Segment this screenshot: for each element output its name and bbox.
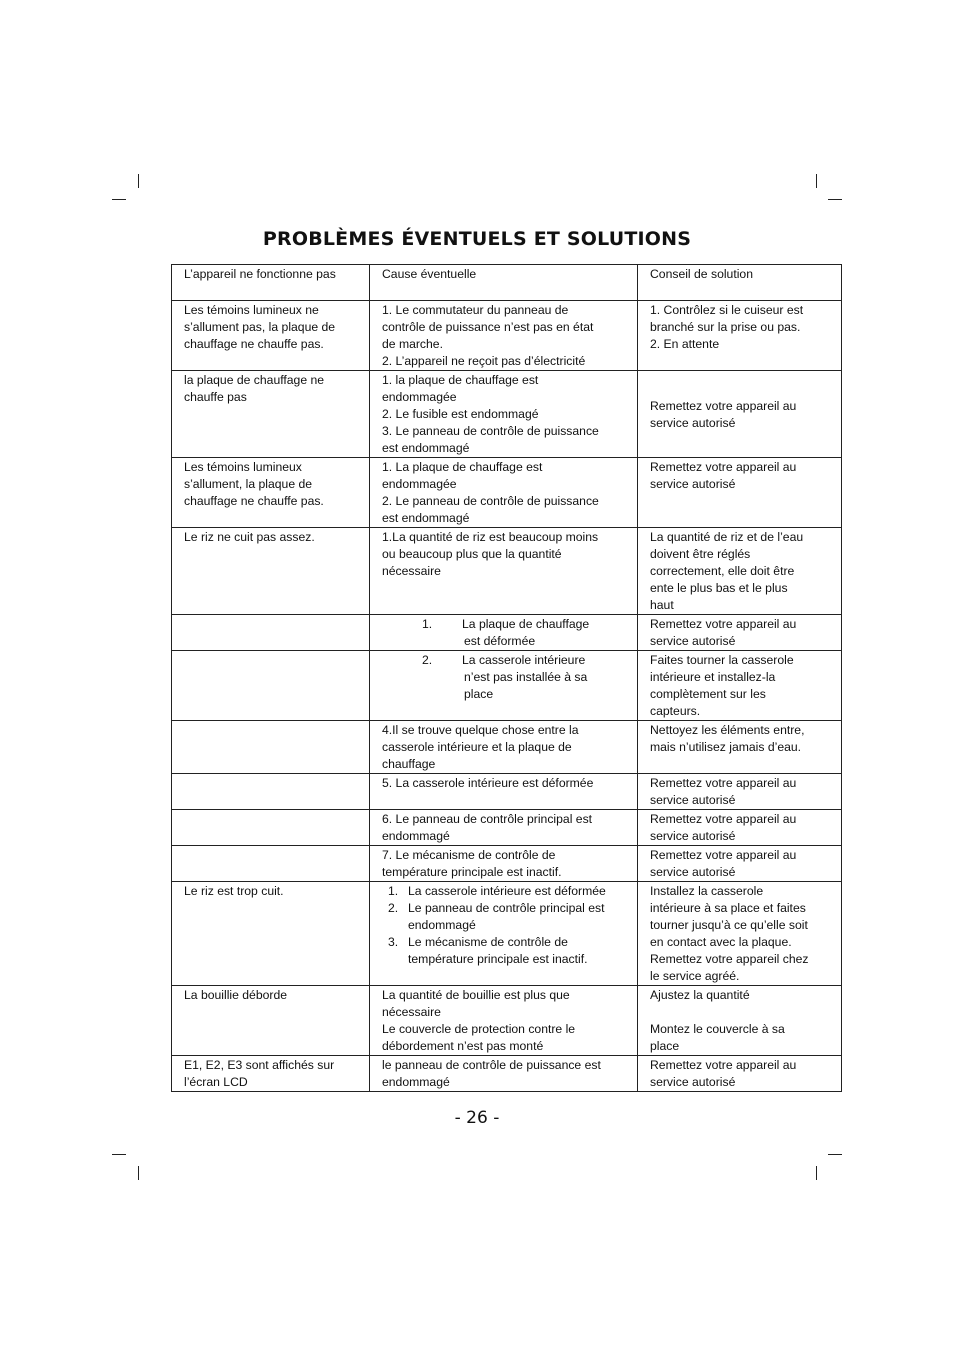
cause-text: place — [464, 687, 494, 701]
header-cause: Cause éventuelle — [370, 265, 638, 301]
solution-text: ente le plus bas et le plus — [650, 581, 788, 595]
cause-cell — [370, 810, 638, 846]
cause-cell — [370, 371, 638, 458]
header-problem: L’appareil ne fonctionne pas — [172, 265, 370, 301]
solution-text: le service agréé. — [650, 969, 740, 983]
solution-text: service autorisé — [650, 829, 736, 843]
cause-cell — [370, 774, 638, 810]
problem-text: s’allument pas, la plaque de — [184, 320, 336, 334]
cause-cell: 1. La casserole intérieure est déformée 2. Le panneau de contrôle principal est endommagé 3. Le mécanisme de contrôle de température principale est inactif. — [370, 882, 638, 986]
cause-text: 4.Il se trouve quelque chose entre la — [382, 723, 579, 737]
cause-text: 1. Le commutateur du panneau de — [382, 303, 569, 317]
solution-text: Montez le couvercle à sa — [650, 1022, 785, 1036]
cause-text: est déformée — [464, 634, 536, 648]
solution-text: place — [650, 1039, 680, 1053]
cause-cell — [370, 986, 638, 1056]
troubleshooting-table — [171, 264, 842, 1092]
problem-cell — [172, 774, 370, 810]
cause-cell — [370, 615, 638, 651]
solution-text: service autorisé — [650, 634, 736, 648]
table-row — [172, 1056, 842, 1092]
table-row — [172, 774, 842, 810]
solution-text: Remettez votre appareil au — [650, 617, 797, 631]
cause-text: de marche. — [382, 337, 443, 351]
solution-cell — [638, 1056, 842, 1092]
solution-cell — [638, 810, 842, 846]
solution-cell — [638, 301, 842, 371]
table-row — [172, 986, 842, 1056]
problem-text: Le riz est trop cuit. — [184, 884, 284, 898]
cause-number: 2. — [422, 653, 433, 667]
problem-cell — [172, 1056, 370, 1092]
solution-text: capteurs. — [650, 704, 701, 718]
cause-text: La quantité de bouillie est plus que — [382, 988, 570, 1002]
crop-mark — [816, 1166, 817, 1180]
solution-text: complètement sur les — [650, 687, 766, 701]
solution-text: Remettez votre appareil au — [650, 1058, 797, 1072]
cause-text: est endommagé — [382, 511, 470, 525]
table-row — [172, 371, 842, 458]
solution-text: 1. Contrôlez si le cuiseur est — [650, 303, 804, 317]
header-solution: Conseil de solution — [638, 265, 842, 301]
cause-text: n’est pas installée à sa — [464, 670, 588, 684]
problem-text: E1, E2, E3 sont affichés sur — [184, 1058, 335, 1072]
cause-text: 1.La quantité de riz est beaucoup moins — [382, 530, 599, 544]
problem-cell — [172, 810, 370, 846]
solution-text: service autorisé — [650, 793, 736, 807]
cause-text: température principale est inactif. — [382, 865, 562, 879]
solution-text: Remettez votre appareil au — [650, 460, 797, 474]
cause-cell — [370, 528, 638, 615]
solution-cell — [638, 721, 842, 774]
problem-text: la plaque de chauffage ne — [184, 373, 325, 387]
solution-text: correctement, elle doit être — [650, 564, 795, 578]
crop-mark — [112, 199, 126, 200]
solution-text: intérieure à sa place et faites — [650, 901, 806, 915]
problem-text: chauffe pas — [184, 390, 247, 404]
solution-text: intérieure et installez-la — [650, 670, 776, 684]
crop-mark — [816, 174, 817, 188]
table-row — [172, 882, 842, 986]
solution-text: Remettez votre appareil au — [650, 812, 797, 826]
table-row — [172, 846, 842, 882]
cause-text: est endommagé — [382, 441, 470, 455]
cause-text: 5. La casserole intérieure est déformée — [382, 776, 594, 790]
problem-text: l’écran LCD — [184, 1075, 248, 1089]
problem-cell — [172, 615, 370, 651]
problem-cell — [172, 458, 370, 528]
cause-cell — [370, 651, 638, 721]
cause-text: nécessaire — [382, 564, 441, 578]
cause-text: nécessaire — [382, 1005, 441, 1019]
table-row — [172, 301, 842, 371]
solution-text: Nettoyez les éléments entre, — [650, 723, 805, 737]
crop-mark — [828, 199, 842, 200]
problem-text: Les témoins lumineux ne — [184, 303, 319, 317]
solution-cell — [638, 528, 842, 615]
crop-mark — [138, 1166, 139, 1180]
cause-list-item: 2. Le panneau de contrôle principal est — [388, 901, 605, 915]
table-header-row — [172, 265, 842, 301]
solution-cell — [638, 846, 842, 882]
solution-cell — [638, 371, 842, 458]
cause-text: 2. Le panneau de contrôle de puissance — [382, 494, 599, 508]
solution-cell — [638, 774, 842, 810]
solution-text: service autorisé — [650, 477, 736, 491]
crop-mark — [138, 174, 139, 188]
cause-text: débordement n’est pas monté — [382, 1039, 544, 1053]
problem-cell — [172, 371, 370, 458]
problem-cell — [172, 721, 370, 774]
cause-text: 3. Le panneau de contrôle de puissance — [382, 424, 599, 438]
table-row — [172, 810, 842, 846]
solution-text: service autorisé — [650, 415, 736, 430]
cause-cell — [370, 1056, 638, 1092]
solution-text: Remettez votre appareil au — [650, 848, 797, 862]
cause-cell — [370, 846, 638, 882]
cause-text: La plaque de chauffage — [462, 617, 590, 631]
cause-text: contrôle de puissance n’est pas en état — [382, 320, 594, 334]
cause-text: 2. Le fusible est endommagé — [382, 407, 539, 421]
table-row — [172, 458, 842, 528]
crop-mark — [112, 1154, 126, 1155]
problem-cell — [172, 528, 370, 615]
problem-text: Le riz ne cuit pas assez. — [184, 530, 315, 544]
solution-cell — [638, 615, 842, 651]
cause-text: endommagé — [382, 829, 450, 843]
cause-text: le panneau de contrôle de puissance est — [382, 1058, 601, 1072]
solution-cell — [638, 458, 842, 528]
cause-text: Le couvercle de protection contre le — [382, 1022, 576, 1036]
cause-text: endommagé — [382, 1075, 450, 1089]
problem-text: s’allument, la plaque de — [184, 477, 313, 491]
solution-text: en contact avec la plaque. — [650, 935, 792, 949]
problem-cell — [172, 651, 370, 721]
solution-text: Installez la casserole — [650, 884, 764, 898]
solution-text: Remettez votre appareil chez — [650, 952, 809, 966]
problem-text: La bouillie déborde — [184, 988, 287, 1002]
solution-text: service autorisé — [650, 865, 736, 879]
solution-text: mais n’utilisez jamais d’eau. — [650, 740, 802, 754]
problem-cell — [172, 301, 370, 371]
solution-text: La quantité de riz et de l’eau — [650, 530, 804, 544]
page-number: - 26 - — [454, 1108, 500, 1128]
solution-text: service autorisé — [650, 1075, 736, 1089]
solution-text: 2. En attente — [650, 337, 720, 351]
table-row — [172, 528, 842, 615]
cause-text: 6. Le panneau de contrôle principal est — [382, 812, 593, 826]
cause-text: 7. Le mécanisme de contrôle de — [382, 848, 556, 862]
cause-cell — [370, 458, 638, 528]
problem-text: chauffage ne chauffe pas. — [184, 337, 324, 351]
problem-cell — [172, 846, 370, 882]
page-title: PROBLÈMES ÉVENTUELS ET SOLUTIONS — [262, 228, 692, 250]
cause-list-item: 1. La casserole intérieure est déformée — [388, 884, 606, 898]
cause-number: 1. — [422, 617, 433, 631]
cause-text: 1. la plaque de chauffage est — [382, 373, 539, 387]
problem-text: chauffage ne chauffe pas. — [184, 494, 324, 508]
cause-text: chauffage — [382, 757, 436, 771]
cause-text: ou beaucoup plus que la quantité — [382, 547, 562, 561]
table-row — [172, 651, 842, 721]
cause-text: endommagée — [382, 477, 457, 491]
cause-list-item: 3. Le mécanisme de contrôle de — [388, 935, 568, 949]
table-row — [172, 615, 842, 651]
solution-text: doivent être réglés — [650, 547, 751, 561]
cause-text: 1. La plaque de chauffage est — [382, 460, 543, 474]
solution-cell — [638, 986, 842, 1056]
solution-cell — [638, 651, 842, 721]
solution-text: Remettez votre appareil au — [650, 398, 797, 413]
cause-text: casserole intérieure et la plaque de — [382, 740, 572, 754]
solution-text: Remettez votre appareil au — [650, 776, 797, 790]
solution-text: Faites tourner la casserole — [650, 653, 794, 667]
table-row — [172, 721, 842, 774]
cause-text: endommagée — [382, 390, 457, 404]
problem-text: Les témoins lumineux — [184, 460, 302, 474]
cause-cell — [370, 301, 638, 371]
problem-cell — [172, 882, 370, 986]
solution-text: Ajustez la quantité — [650, 988, 750, 1002]
solution-text: tourner jusqu’à ce qu’elle soit — [650, 918, 808, 932]
solution-text: branché sur la prise ou pas. — [650, 320, 801, 334]
cause-text: La casserole intérieure — [462, 653, 586, 667]
crop-mark — [828, 1154, 842, 1155]
cause-cell — [370, 721, 638, 774]
solution-text: haut — [650, 598, 674, 612]
problem-cell — [172, 986, 370, 1056]
solution-cell — [638, 882, 842, 986]
cause-text: 2. L’appareil ne reçoit pas d’électricité — [382, 354, 586, 368]
